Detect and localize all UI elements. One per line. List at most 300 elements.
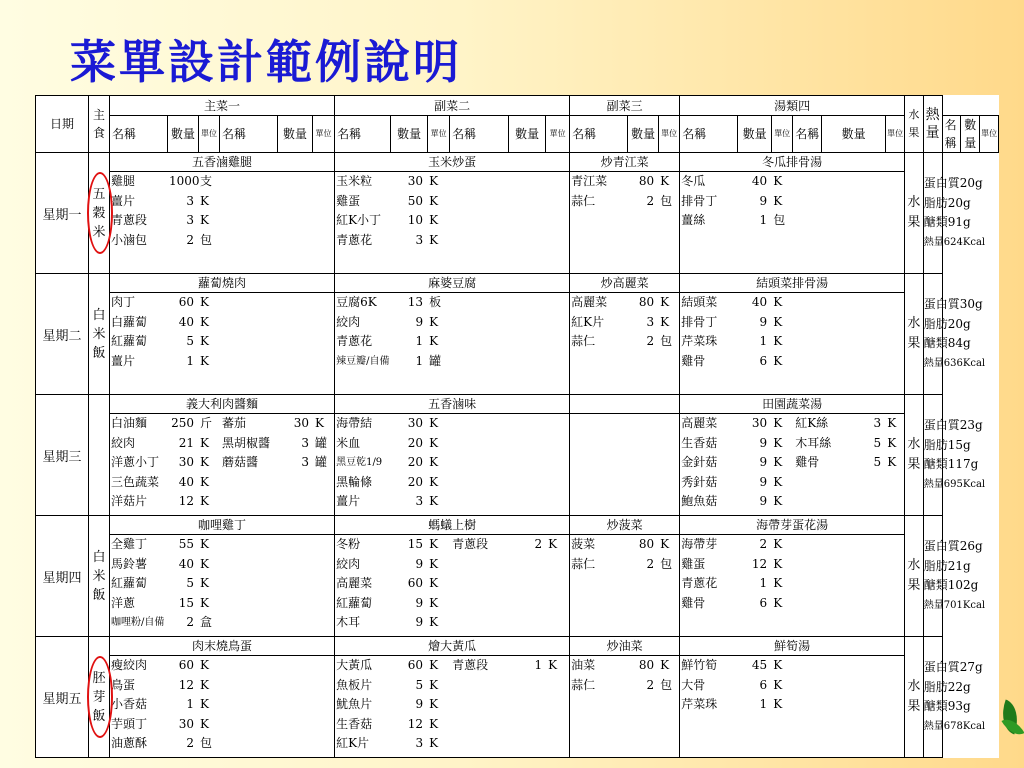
ingredient-qty: 60 (407, 658, 424, 672)
ingredient-row (335, 332, 569, 352)
col-qty-header: 數量 (628, 116, 659, 153)
ingredient-name: 木耳絲 (795, 435, 832, 450)
ingredient-name: 紅蘿蔔 (111, 334, 148, 349)
day-label: 星期三 (36, 395, 89, 516)
ingredient-qty: 30 (407, 174, 424, 188)
ingredient-row (335, 414, 569, 434)
dish-name: 玉米炒蛋 (335, 153, 569, 172)
staple-cell (89, 637, 110, 758)
ingredient-name: 海帶結 (336, 416, 373, 430)
ingredient-qty: 9 (759, 314, 768, 329)
ingredient-qty: 50 (407, 193, 424, 208)
ingredient-qty: 2 (646, 334, 655, 349)
ingredient-qty: 12 (751, 556, 768, 571)
ingredient-name: 生香菇 (336, 716, 373, 731)
ingredient-row (680, 676, 904, 696)
ingredient-unit: K (429, 435, 439, 450)
day-label: 星期五 (36, 637, 89, 758)
ingredient-row (335, 695, 569, 715)
header-main: 主菜一 (110, 96, 335, 116)
ingredient-name: 紅K小丁 (336, 213, 382, 228)
ingredient-unit: K (773, 595, 783, 610)
dish-name (570, 395, 679, 414)
ingredient-name: 冬粉 (336, 537, 361, 551)
ingredient-row (680, 313, 904, 333)
ingredient-unit: K (548, 537, 558, 551)
ingredient-name: 白油麵 (111, 416, 148, 430)
ingredient-row (110, 535, 334, 555)
ingredient-qty: 1 (415, 353, 424, 368)
ingredient-qty: 12 (178, 677, 194, 692)
ingredient-unit: K (200, 435, 209, 450)
ingredient-unit: 包 (660, 556, 673, 571)
ingredient-name: 芹菜珠 (681, 697, 718, 712)
nutrition-value: 脂肪15g (923, 437, 971, 452)
ingredient-qty: 1 (186, 697, 194, 712)
header-calories: 熱量 (923, 96, 942, 153)
ingredient-row (680, 172, 904, 192)
ingredient-row (335, 574, 569, 594)
nutrition-value: 熱量695Kcal (923, 478, 986, 490)
ingredient-qty: 9 (759, 494, 768, 509)
ingredient-name: 米血 (336, 435, 361, 450)
ingredient-name: 黑豆乾1/9 (336, 457, 383, 469)
ingredient-qty: 3 (415, 232, 424, 247)
ingredient-name: 鮑魚菇 (681, 494, 718, 509)
dish-cell-side3 (570, 637, 680, 758)
nutrition-value: 蛋白質20g (923, 176, 983, 190)
header-side2: 副菜二 (335, 96, 570, 116)
ingredient-qty: 6 (759, 353, 768, 368)
ingredient-row (110, 555, 334, 575)
ingredient-name: 大黃瓜 (336, 658, 373, 672)
fruit-cell (904, 274, 923, 395)
ingredient-row (110, 453, 334, 473)
dish-cell-side3 (570, 395, 680, 516)
ingredient-name: 大骨 (681, 677, 706, 692)
ingredient-unit: K (429, 537, 439, 551)
ingredient-row (110, 231, 334, 251)
ingredient-qty: 5 (873, 435, 882, 450)
ingredient-qty: 1 (759, 576, 768, 591)
dish-name: 結頭菜排骨湯 (680, 274, 904, 293)
ingredient-name: 木耳 (336, 615, 361, 630)
ingredient-row (110, 473, 334, 493)
ingredient-qty: 1000 (169, 174, 200, 188)
ingredient-qty: 9 (415, 556, 424, 571)
ingredient-name: 絞肉 (336, 314, 361, 329)
ingredient-unit: K (200, 334, 209, 349)
ingredient-name: 魷魚片 (336, 697, 373, 712)
ingredient-unit: K (660, 174, 670, 188)
ingredient-name: 雞骨 (681, 595, 706, 610)
ingredient-name: 紅蘿蔔 (336, 595, 373, 610)
dish-name: 蘿蔔燒肉 (110, 274, 334, 293)
ingredient-name: 排骨丁 (681, 314, 718, 329)
ingredient-qty: 30 (407, 416, 424, 430)
ingredient-qty: 60 (178, 295, 194, 309)
ingredient-row (570, 535, 679, 555)
menu-table (35, 95, 999, 758)
col-unit-header: 單位 (659, 116, 680, 153)
ingredient-unit: K (660, 314, 670, 329)
fruit-label: 水果 (907, 437, 921, 472)
ingredient-row (110, 656, 334, 676)
ingredient-name: 紅蘿蔔 (111, 576, 148, 591)
dish-name: 五香滷雞腿 (110, 153, 334, 172)
ingredient-qty: 1 (759, 334, 768, 349)
ingredient-row (570, 332, 679, 352)
ingredient-qty: 1 (759, 213, 768, 228)
dish-name: 五香滷味 (335, 395, 569, 414)
ingredient-row (110, 293, 334, 313)
ingredient-unit: K (200, 193, 209, 208)
col-unit-header: 單位 (428, 116, 450, 153)
ingredient-row (110, 594, 334, 614)
ingredient-unit: K (429, 716, 439, 731)
ingredient-row (680, 535, 904, 555)
nutrition-value: 蛋白質27g (923, 660, 983, 674)
fruit-cell (904, 153, 923, 274)
ingredient-name: 金針菇 (681, 455, 718, 470)
ingredient-unit: K (773, 658, 783, 672)
ingredient-row (110, 676, 334, 696)
ingredient-qty: 2 (186, 232, 194, 247)
ingredient-name: 鳥蛋 (111, 677, 136, 692)
ingredient-row (570, 313, 679, 333)
ingredient-unit: K (773, 174, 783, 188)
ingredient-name: 絞肉 (336, 556, 361, 571)
ingredient-row (335, 715, 569, 735)
col-qty-header: 數量 (509, 116, 546, 153)
ingredient-row (680, 293, 904, 313)
dish-name: 麻婆豆腐 (335, 274, 569, 293)
nutrition-value: 醣類117g (923, 457, 979, 471)
ingredient-qty: 1 (186, 353, 194, 368)
dish-name: 燴大黃瓜 (335, 637, 569, 656)
ingredient-qty: 9 (415, 697, 424, 712)
ingredient-unit: K (429, 697, 439, 712)
ingredient-unit: K (660, 537, 670, 551)
ingredient-qty: 40 (178, 556, 194, 571)
ingredient-qty: 9 (415, 314, 424, 329)
staple-cell (89, 516, 110, 637)
ingredient-unit: K (773, 314, 783, 329)
ingredient-unit: 罐 (429, 353, 442, 368)
dish-name: 炒菠菜 (570, 516, 679, 535)
ingredient-qty: 80 (638, 537, 655, 551)
ingredient-unit: K (887, 435, 897, 450)
ingredient-name: 高麗菜 (571, 295, 608, 309)
ingredient-row (680, 192, 904, 212)
ingredient-name: 油蔥酥 (111, 736, 148, 751)
ingredient-unit: K (429, 658, 439, 672)
col-qty-header: 數量 (961, 116, 980, 153)
ingredient-unit: 斤 (200, 416, 213, 430)
dish-cell-main (110, 153, 335, 274)
header-date: 日期 (36, 96, 89, 153)
ingredient-name: 芹菜珠 (681, 334, 718, 349)
ingredient-unit: K (429, 174, 439, 188)
ingredient-name: 薑片 (336, 494, 361, 509)
dish-name: 田園蔬菜湯 (680, 395, 904, 414)
ingredient-unit: 罐 (315, 455, 328, 470)
ingredient-row (680, 555, 904, 575)
calorie-cell (923, 153, 986, 274)
ingredient-row (110, 613, 334, 633)
ingredient-qty: 40 (178, 474, 194, 489)
ingredient-name: 雞蛋 (681, 556, 706, 571)
ingredient-name: 青蔥段 (111, 213, 148, 228)
ingredient-row (335, 473, 569, 493)
nutrition-value: 脂肪21g (923, 558, 971, 573)
ingredient-unit: K (315, 416, 324, 430)
ingredient-unit: K (429, 334, 439, 349)
ingredient-qty: 9 (415, 615, 424, 630)
ingredient-name: 青蔥段 (452, 537, 489, 551)
dish-cell-side2 (335, 395, 570, 516)
ingredient-unit: K (773, 334, 783, 349)
ingredient-name: 辣豆瓣/自備 (336, 355, 390, 367)
col-qty-header: 數量 (822, 116, 886, 153)
ingredient-unit: K (429, 314, 439, 329)
ingredient-row (680, 574, 904, 594)
dish-cell-side2 (335, 274, 570, 395)
ingredient-qty: 40 (751, 295, 768, 309)
ingredient-row (335, 453, 569, 473)
nutrition-value: 醣類91g (923, 215, 971, 229)
ingredient-unit: K (429, 193, 439, 208)
ingredient-unit: K (429, 615, 439, 630)
ingredient-qty: 3 (186, 193, 194, 208)
ingredient-unit: K (200, 677, 209, 692)
ingredient-qty: 3 (415, 736, 424, 751)
ingredient-qty: 20 (407, 435, 424, 450)
day-row (36, 637, 999, 758)
ingredient-unit: K (200, 353, 209, 368)
ingredient-row (680, 332, 904, 352)
ingredient-unit: K (887, 455, 897, 470)
ingredient-qty: 3 (873, 416, 882, 430)
col-qty-header: 數量 (738, 116, 772, 153)
fruit-label: 水果 (907, 558, 921, 593)
ingredient-name: 黑胡椒醬 (222, 435, 271, 450)
ingredient-unit: 支 (200, 174, 213, 188)
ingredient-unit: K (200, 716, 209, 731)
ingredient-unit: K (773, 193, 783, 208)
ingredient-unit: K (429, 213, 439, 228)
nutrition-value: 脂肪22g (923, 679, 971, 694)
ingredient-row (110, 715, 334, 735)
calorie-cell (923, 637, 986, 758)
ingredient-unit: 板 (429, 295, 442, 309)
ingredient-qty: 3 (646, 314, 655, 329)
dish-cell-main (110, 395, 335, 516)
col-unit-header: 單位 (546, 116, 570, 153)
staple-name: 白米飯 (92, 549, 106, 603)
ingredient-unit: K (200, 658, 209, 672)
ingredient-unit: K (773, 697, 783, 712)
ingredient-qty: 5 (186, 576, 194, 591)
staple-name: 白米飯 (92, 307, 106, 361)
dish-name: 咖哩雞丁 (110, 516, 334, 535)
ingredient-name: 豆腐6K (336, 295, 377, 309)
ingredient-row (570, 293, 679, 313)
nutrition-value: 蛋白質26g (923, 539, 983, 553)
ingredient-name: 高麗菜 (681, 416, 718, 430)
ingredient-name: 青蔥花 (681, 576, 718, 591)
ingredient-unit: K (773, 353, 783, 368)
ingredient-unit: K (200, 576, 209, 591)
ingredient-name: 黑輪條 (336, 474, 373, 489)
dish-name: 義大利肉醬麵 (110, 395, 334, 414)
ingredient-name: 紅K片 (571, 314, 605, 329)
ingredient-name: 高麗菜 (336, 576, 373, 591)
ingredient-unit: K (429, 595, 439, 610)
ingredient-qty: 1 (415, 334, 424, 349)
calorie-cell (923, 395, 986, 516)
ingredient-name: 雞骨 (681, 353, 706, 368)
col-qty-header: 數量 (391, 116, 428, 153)
ingredient-qty: 3 (415, 494, 424, 509)
day-label: 星期二 (36, 274, 89, 395)
ingredient-unit: K (773, 435, 783, 450)
ingredient-qty: 9 (759, 474, 768, 489)
dish-cell-side2 (335, 153, 570, 274)
nutrition-value: 熱量624Kcal (923, 236, 986, 248)
ingredient-unit: K (887, 416, 897, 430)
ingredient-name: 芋頭丁 (111, 716, 148, 731)
ingredient-row (335, 293, 569, 313)
nutrition-value: 蛋白質23g (923, 418, 983, 432)
nutrition-value: 熱量636Kcal (923, 357, 986, 369)
ingredient-name: 小滷包 (111, 232, 148, 247)
dish-cell-side3 (570, 516, 680, 637)
ingredient-row (335, 555, 569, 575)
ingredient-unit: K (429, 556, 439, 571)
dish-cell-soup (680, 516, 905, 637)
col-unit-header: 單位 (199, 116, 220, 153)
ingredient-name: 青蔥花 (336, 334, 373, 349)
ingredient-unit: K (773, 556, 783, 571)
col-unit-header: 單位 (772, 116, 793, 153)
ingredient-qty: 2 (186, 615, 194, 630)
dish-cell-soup (680, 274, 905, 395)
header-fruit: 水果 (904, 96, 923, 153)
ingredient-row (335, 676, 569, 696)
ingredient-row (680, 656, 904, 676)
dish-cell-main (110, 516, 335, 637)
ingredient-qty: 1 (534, 658, 543, 672)
ingredient-row (110, 332, 334, 352)
col-unit-header: 單位 (886, 116, 905, 153)
ingredient-qty: 45 (751, 658, 768, 672)
nutrition-value: 熱量678Kcal (923, 720, 986, 732)
col-name-header: 名稱 (335, 116, 391, 153)
dish-cell-side3 (570, 274, 680, 395)
day-label: 星期一 (36, 153, 89, 274)
ingredient-row (680, 352, 904, 372)
ingredient-unit: K (200, 697, 209, 712)
day-label: 星期四 (36, 516, 89, 637)
ingredient-qty: 9 (759, 455, 768, 470)
day-row (36, 516, 999, 637)
ingredient-qty: 30 (178, 455, 194, 470)
ingredient-row (335, 613, 569, 633)
ingredient-row (110, 211, 334, 231)
col-qty-header: 數量 (278, 116, 313, 153)
ingredient-unit: K (200, 595, 209, 610)
dish-cell-side2 (335, 637, 570, 758)
ingredient-qty: 3 (186, 213, 194, 228)
ingredient-unit: K (773, 474, 783, 489)
ingredient-name: 三色蔬菜 (111, 474, 160, 489)
col-unit-header: 單位 (980, 116, 999, 153)
ingredient-qty: 80 (638, 658, 655, 672)
ingredient-qty: 15 (178, 595, 194, 610)
ingredient-qty: 12 (178, 494, 194, 509)
ingredient-unit: K (773, 295, 783, 309)
ingredient-qty: 20 (407, 474, 424, 489)
ingredient-name: 肉丁 (111, 295, 136, 309)
nutrition-value: 脂肪20g (923, 195, 971, 210)
ingredient-qty: 30 (751, 416, 768, 430)
ingredient-row (335, 211, 569, 231)
nutrition-value: 熱量701Kcal (923, 599, 986, 611)
ingredient-row (110, 414, 334, 434)
ingredient-qty: 13 (407, 295, 424, 309)
col-name-header: 名稱 (450, 116, 509, 153)
ingredient-name: 洋蔥 (111, 595, 136, 610)
ingredient-qty: 6 (759, 677, 768, 692)
dish-cell-soup (680, 395, 905, 516)
ingredient-row (110, 172, 334, 192)
ingredient-qty: 55 (178, 537, 194, 551)
dish-name: 海帶芽蛋花湯 (680, 516, 904, 535)
ingredient-unit: K (773, 537, 783, 551)
ingredient-name: 瘦絞肉 (111, 658, 148, 672)
ingredient-unit: K (660, 658, 670, 672)
highlight-circle (87, 656, 113, 738)
ingredient-unit: K (548, 658, 558, 672)
ingredient-qty: 9 (415, 595, 424, 610)
staple-name: 胚芽飯 (92, 670, 106, 724)
ingredient-unit: K (200, 474, 209, 489)
ingredient-qty: 5 (186, 334, 194, 349)
dish-name: 螞蟻上樹 (335, 516, 569, 535)
ingredient-name: 白蘿蔔 (111, 314, 148, 329)
ingredient-name: 絞肉 (111, 435, 136, 450)
ingredient-unit: K (429, 677, 439, 692)
ingredient-unit: K (200, 556, 209, 571)
header-soup: 湯類四 (680, 96, 905, 116)
ingredient-row (335, 434, 569, 454)
nutrition-value: 醣類93g (923, 699, 971, 713)
ingredient-qty: 15 (407, 537, 424, 551)
ingredient-unit: 包 (773, 213, 786, 228)
nutrition-value: 脂肪20g (923, 316, 971, 331)
ingredient-unit: K (429, 494, 439, 509)
ingredient-qty: 80 (638, 174, 655, 188)
ingredient-name: 薑片 (111, 353, 136, 368)
ingredient-qty: 30 (178, 716, 194, 731)
nutrition-value: 醣類84g (923, 336, 971, 350)
dish-cell-soup (680, 153, 905, 274)
ingredient-qty: 21 (178, 435, 194, 450)
fruit-cell (904, 516, 923, 637)
ingredient-qty: 2 (534, 537, 543, 551)
ingredient-qty: 10 (407, 213, 424, 228)
